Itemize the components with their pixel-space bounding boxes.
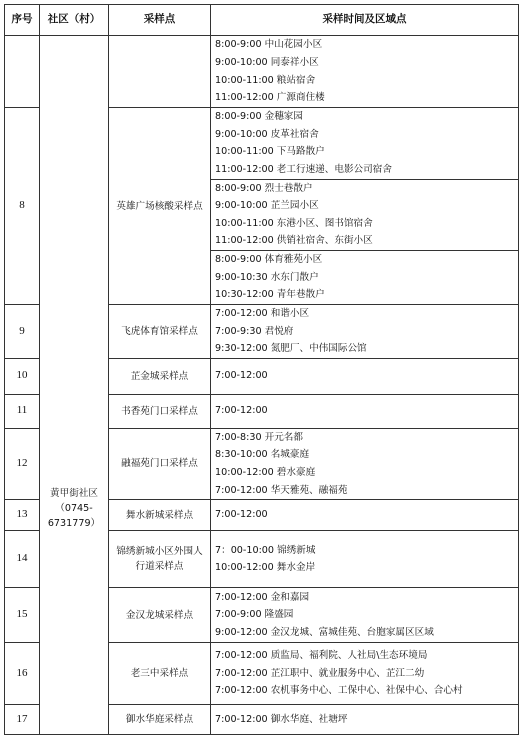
time-slot: 7:00-12:00 [215, 509, 268, 521]
time-slot: 7:00-12:00 [215, 405, 268, 417]
row-number: 10 [5, 358, 40, 394]
time-slot: 8:00-9:00 金穗家园 [215, 111, 303, 123]
row-number: 15 [5, 588, 40, 643]
site-name: 老三中采样点 [109, 643, 211, 705]
row-number: 8 [5, 108, 40, 305]
time-slot: 10:00-11:00 下马路散户 [215, 146, 325, 158]
row-number: 14 [5, 531, 40, 588]
time-slot: 8:30-10:00 名城豪庭 [215, 449, 310, 461]
site-name: 书香苑门口采样点 [109, 394, 211, 428]
header-community: 社区（村） [40, 5, 109, 36]
header-times: 采样时间及区域点 [211, 5, 519, 36]
time-slot: 9:30-12:00 氮肥厂、中伟国际公馆 [215, 343, 367, 355]
time-group [211, 250, 518, 304]
site-name: 锦绣新城小区外围人行道采样点 [109, 531, 211, 588]
time-slots [211, 531, 519, 588]
header-no: 序号 [5, 5, 40, 36]
site-name: 金汉龙城采样点 [109, 588, 211, 643]
row-number: 17 [5, 705, 40, 735]
time-slot: 10:00-12:00 碧水豪庭 [215, 466, 316, 478]
time-slot: 7:00-8:30 开元名都 [215, 431, 303, 443]
time-slot: 9:00-10:00 芷兰园小区 [215, 200, 319, 212]
time-slot: 7:00-12:00 质监局、福利院、人社局\生态环境局 [215, 650, 428, 662]
time-slot: 10:00-11:00 粮站宿舍 [215, 74, 316, 86]
time-slot: 9:00-10:00 同泰祥小区 [215, 56, 319, 68]
time-slots [211, 36, 519, 108]
table-header-row [5, 5, 519, 36]
time-slot: 9:00-10:30 水东门散户 [215, 271, 319, 283]
time-slot: 7:00-12:00 金和嘉园 [215, 591, 310, 603]
time-slots [211, 588, 519, 643]
time-slot: 7:00-12:00 华天雅苑、融福苑 [215, 484, 348, 496]
community-cell [40, 36, 109, 735]
site-name: 融福苑门口采样点 [109, 428, 211, 499]
time-slots [211, 428, 519, 499]
time-slot: 7:00-12:00 [215, 370, 268, 382]
site-name: 舞水新城采样点 [109, 500, 211, 531]
community-name: 黄甲街社区 （0745- 6731779） [47, 488, 101, 529]
time-slot: 7:00-9:00 隆盛园 [215, 609, 294, 621]
time-slot: 7:00-12:00 和谐小区 [215, 308, 310, 319]
time-slot: 10:00-11:00 东港小区、图书馆宿舍 [215, 217, 373, 229]
time-slot: 8:00-9:00 烈士巷散户 [215, 182, 313, 194]
time-slot: 7:00-12:00 芷江职中、就业服务中心、芷江二幼 [215, 667, 425, 679]
time-slot: 11:00-12:00 老工行速递、电影公司宿舍 [215, 164, 392, 176]
time-slot: 9:00-10:00 皮革社宿舍 [215, 128, 319, 140]
row-number: 13 [5, 500, 40, 531]
site-name [109, 36, 211, 108]
time-slot: 8:00-9:00 体育雅苑小区 [215, 253, 323, 265]
site-name: 英雄广场核酸采样点 [109, 108, 211, 305]
time-slots [211, 394, 519, 428]
table-row [5, 36, 519, 108]
row-number: 16 [5, 643, 40, 705]
site-name: 御水华庭采样点 [109, 705, 211, 735]
time-slot: 11:00-12:00 供销社宿舍、东街小区 [215, 235, 373, 247]
time-slot: 9:00-12:00 金汉龙城、富城佳苑、台胞家属区区域 [215, 626, 434, 638]
sampling-schedule-table [4, 4, 519, 735]
time-group [215, 108, 518, 178]
time-slot: 10:00-12:00 舞水金岸 [215, 562, 316, 574]
time-slot: 11:00-12:00 广源商住楼 [215, 92, 325, 104]
row-number: 9 [5, 305, 40, 359]
row-number: 12 [5, 428, 40, 499]
time-group [211, 179, 518, 250]
time-slots [211, 705, 519, 735]
time-slot: 10:30-12:00 青年巷散户 [215, 289, 325, 301]
time-slot: 7:00-12:00 农机事务中心、工保中心、社保中心、合心村 [215, 685, 463, 697]
header-site: 采样点 [109, 5, 211, 36]
time-slots [211, 643, 519, 705]
time-slots [211, 358, 519, 394]
time-slots [211, 305, 519, 359]
time-slot: 7：00-10:00 锦绣新城 [215, 544, 316, 556]
time-slot: 7:00-12:00 御水华庭、社塘坪 [215, 713, 348, 725]
time-slots [211, 108, 519, 305]
site-name: 飞虎体育馆采样点 [109, 305, 211, 359]
site-name: 芷金城采样点 [109, 358, 211, 394]
row-number [5, 36, 40, 108]
row-number: 11 [5, 394, 40, 428]
time-slots [211, 500, 519, 531]
time-slot: 7:00-9:30 君悦府 [215, 325, 294, 337]
time-slot: 8:00-9:00 中山花园小区 [215, 39, 323, 51]
